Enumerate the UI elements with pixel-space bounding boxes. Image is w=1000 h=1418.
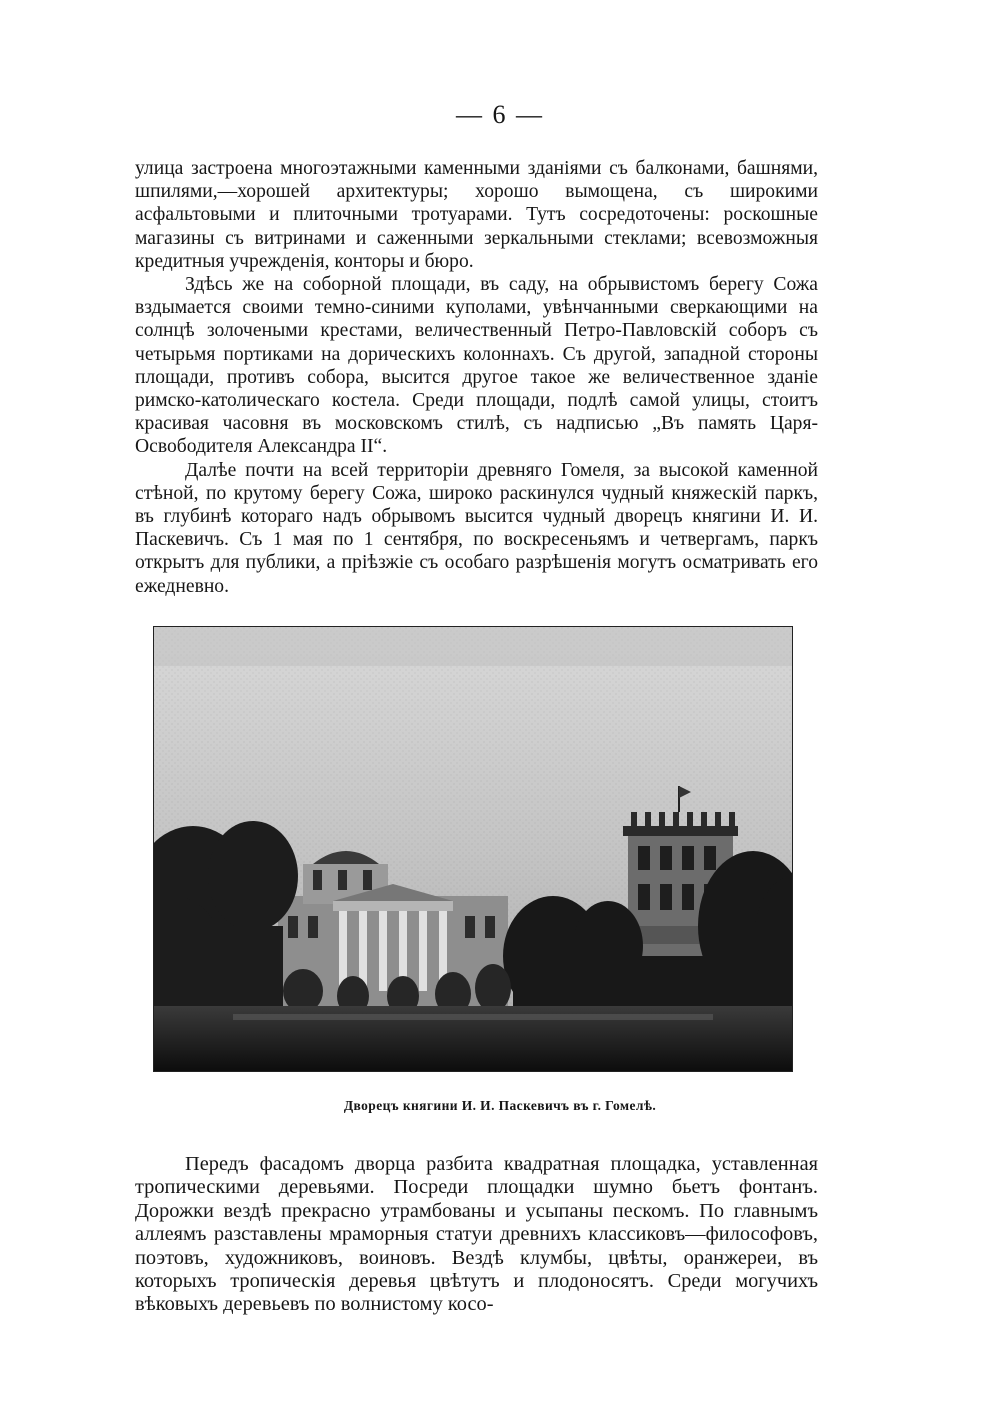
paragraph-3: Далѣе почти на всей территоріи древняго Гомеля, за высокой каменной стѣной, по крутому берегу Сожа, широко раскинулся чудный княжескій паркъ, въ глубинѣ котораго надъ обрывомъ высится чудный дворецъ княгини И. И. Паскевичъ. Съ 1 мая по 1 сентября, по воскресеньямъ и четвергамъ, паркъ открытъ для публики, а пріѣзжіе съ особаго разрѣшенія могутъ осматривать его ежедневно. xyxy=(135,459,818,597)
palace-photograph xyxy=(153,626,793,1072)
page-number: — 6 — xyxy=(456,100,544,129)
figure-caption: Дворецъ княгини И. И. Паскевичъ въ г. Гомелѣ. xyxy=(343,1098,657,1113)
paragraph-4: Передъ фасадомъ дворца разбита квадратная площадка, уставленная тропическими деревьями. Посреди площадки шумно бьетъ фонтанъ. Дорожки вездѣ прекрасно утрамбованы и усыпаны пескомъ. По главнымъ аллеямъ разставлены мраморныя статуи древнихъ классиковъ—философовъ, поэтовъ, художниковъ, воиновъ. Вездѣ клумбы, цвѣты, оранжереи, въ которыхъ тропическія деревья цвѣтутъ и плодоносятъ. Среди могучихъ вѣковыхъ деревьевъ по волнистому косо- xyxy=(135,1153,818,1316)
paragraph-1: улица застроена многоэтажными каменными зданіями съ балконами, башнями, шпилями,—хорошей архитектуры; хорошо вымощена, съ широкими асфальтовыми и плиточными тротуарами. Тутъ сосредоточены: роскошные магазины съ витринами и саженными зеркальными стеклами; всевозможныя кредитныя учрежденія, конторы и бюро. xyxy=(135,158,818,272)
top-text-block xyxy=(135,157,818,598)
bottom-text-block xyxy=(135,1153,818,1317)
trees-left xyxy=(153,821,298,1016)
paragraph-2: Здѣсь же на соборной площади, въ саду, на обрывистомъ берегу Сожа вздымается своими темно-синими куполами, увѣнчанными сверкающими на солнцѣ золочеными крестами, величественный Петро-Павловскій соборъ съ четырьмя портиками на дорическихъ колоннахъ. Съ другой, западной стороны площади, противъ собора, высится другое такое же величественное зданіе римско-католическаго костела. Среди площади, подлѣ самой улицы, стоитъ красивая часовня въ московскомъ стилѣ, съ надписью „Въ память Царя-Освободителя Александра II“. xyxy=(135,274,818,458)
